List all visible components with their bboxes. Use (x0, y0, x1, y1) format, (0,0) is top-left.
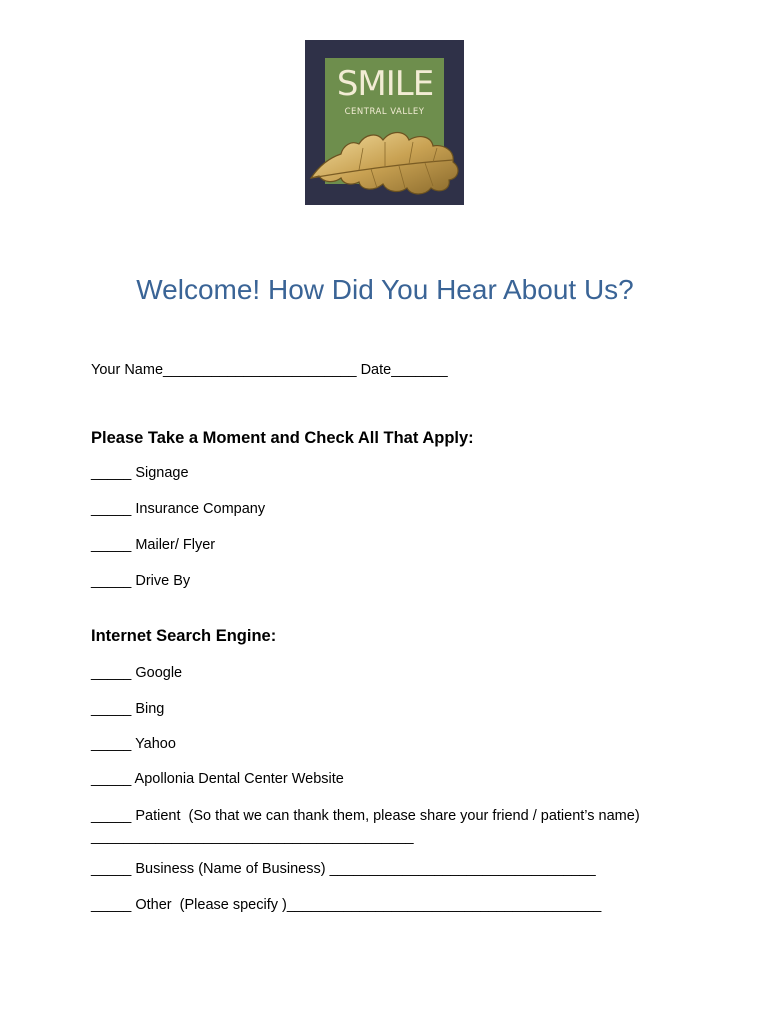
page-title: Welcome! How Did You Hear About Us? (136, 274, 634, 305)
option-apollonia-website: _____ Apollonia Dental Center Website (91, 771, 344, 787)
option-patient: _____ Patient (So that we can thank them, please share your friend / patient’s name) (91, 808, 640, 824)
option-signage: _____ Signage (91, 465, 189, 481)
option-drive-by: _____ Drive By (91, 573, 191, 589)
logo-subtitle-text: CENTRAL VALLEY (344, 107, 425, 117)
smile-central-valley-logo (305, 40, 464, 205)
option-bing: _____ Bing (91, 701, 165, 717)
section-heading-search-engine: Internet Search Engine: (91, 627, 277, 645)
option-business: _____ Business (Name of Business) _________________________________ (91, 861, 596, 877)
option-mailer-flyer: _____ Mailer/ Flyer (91, 537, 216, 553)
patient-name-line: ________________________________________ (91, 829, 414, 845)
option-other: _____ Other (Please specify )_______________________________________ (91, 897, 602, 913)
section-heading-check-all: Please Take a Moment and Check All That Apply: (91, 429, 474, 447)
option-insurance-company: _____ Insurance Company (91, 501, 266, 517)
option-google: _____ Google (91, 665, 183, 681)
name-date-line: Your Name________________________ Date_______ (91, 362, 448, 378)
option-yahoo: _____ Yahoo (91, 736, 176, 752)
logo-brand-text: SMILE (336, 64, 434, 104)
oak-leaf-icon (307, 120, 465, 200)
